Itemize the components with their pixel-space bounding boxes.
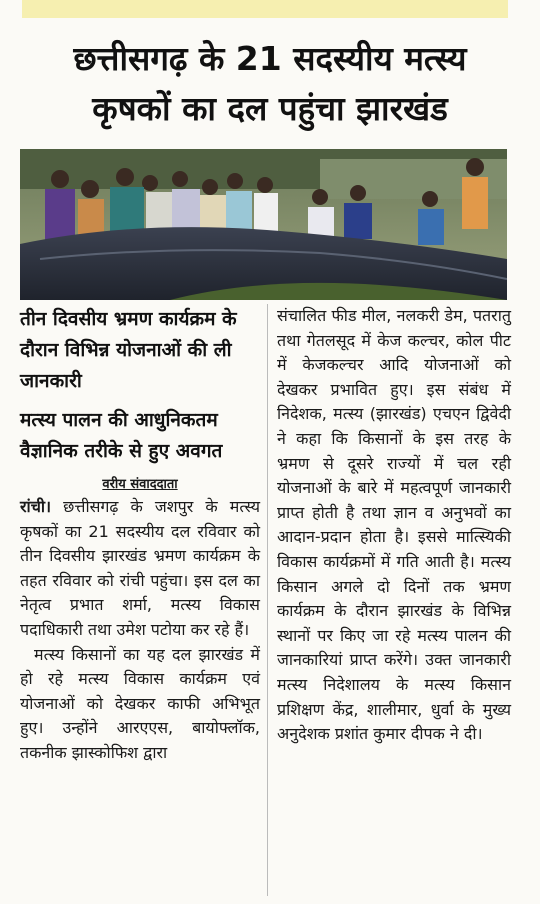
photo-illustration [20, 149, 507, 300]
news-photo [20, 149, 507, 300]
article-paragraph-1 [20, 495, 260, 643]
subheading-modern-techniques: मत्स्य पालन की आधुनिकतम वैज्ञानिक तरीके से हुए अवगत [20, 409, 223, 462]
article-paragraph-3: संचालित फीड मील, नलकरी डेम, पतरातु तथा गेतलसूद में केज कल्चर, कोल पीट में केजकल्चर आदि योजनाओं को देखकर प्रभावित हुए। इस संबंध में निदेशक, मत्स्य (झारखंड) एचएन द्विवेदी ने कहा कि किसानों के इस तरह के भ्रमण से दूसरे राज्यों में चल रही योजनाओं के बारे में महत्वपूर्ण जानकारी प्राप्त होती है तथा ज्ञान व अनुभवों का आदान-प्रदान होता है। इससे मात्स्यिकी विकास कार्यक्रमों में गति आती है। मत्स्य किसान अगले दो दिनों तक भ्रमण कार्यक्रम के दौरान झारखंड के विभिन्न स्थानों पर किए जा रहे मत्स्य पालन की जानकारियां प्राप्त करेंगे। उक्त जानकारी मत्स्य निदेशालय के मत्स्य किसान प्रशिक्षण केंद्र, शालीमार, धुर्वा के मुख्य अनुदेशक प्रशांत कुमार दीपक ने दी। [277, 306, 511, 744]
article-paragraph-2: मत्स्य किसानों का यह दल झारखंड में हो रहे मत्स्य विकास कार्यक्रम एवं योजनाओं को देखकर काफी अभिभूत हुए। उन्होंने आरएएस, बायोफ्लॉक, तकनीक झास्कोफिश द्वारा [20, 644, 260, 762]
left-column [20, 304, 260, 766]
article-paragraph-1-text: छत्तीसगढ़ के जशपुर के मत्स्य कृषकों का 21 सदस्यीय दल रविवार को तीन दिवसीय झारखंड भ्रमण कार्यक्रम के तहत रविवार को रांची पहुंचा। इस दल का नेतृत्व प्रभात शर्मा, मत्स्य विकास पदाधिकारी तथा उमेश पटोया कर रहे हैं। [20, 497, 260, 639]
headline-line-1: छत्तीसगढ़ के 21 सदस्यीय मत्स्य [73, 39, 467, 78]
subheading-tour-info: तीन दिवसीय भ्रमण कार्यक्रम के दौरान विभिन्न योजनाओं की ली जानकारी [20, 308, 237, 392]
dateline: रांची। [20, 497, 52, 516]
headline [0, 34, 540, 134]
column-divider [267, 304, 268, 896]
byline: वरीय संवाददाता [102, 477, 178, 492]
right-column [277, 304, 511, 747]
headline-line-2: कृषकों का दल पहुंचा झारखंड [92, 89, 448, 128]
top-strip-clipped-text [22, 0, 508, 18]
